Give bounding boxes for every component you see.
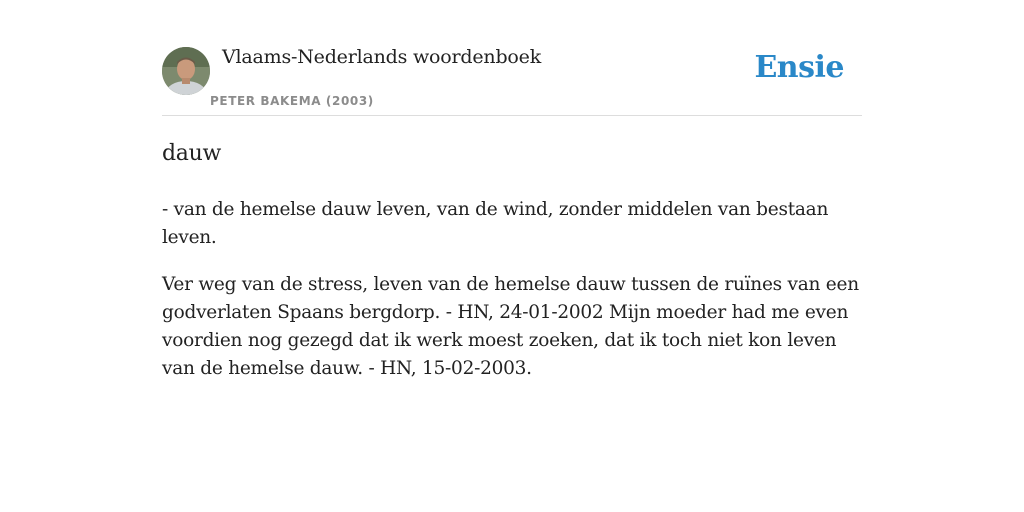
entry-definition: - van de hemelse dauw leven, van de wind, zonder middelen van bestaan leven. bbox=[162, 199, 829, 248]
entry-example: Ver weg van de stress, leven van de hemelse dauw tussen de ruïnes van een godverlaten Spaans bergdorp. - HN, 24-01-2002 Mijn moeder had me even voordien nog gezegd dat ik werk moest zoeken, dat ik toch niet kon leven van de hemelse dauw. - HN, 15-02-2003. bbox=[162, 274, 859, 379]
book-author[interactable]: PETER BAKEMA (2003) bbox=[210, 94, 374, 108]
page-header bbox=[162, 44, 862, 116]
book-title[interactable]: Vlaams-Nederlands woordenboek bbox=[222, 46, 542, 68]
author-avatar[interactable] bbox=[162, 47, 210, 95]
entry-headword: dauw bbox=[162, 141, 221, 166]
entry-content bbox=[162, 136, 862, 383]
ensie-logo[interactable]: Ensie bbox=[754, 50, 844, 85]
author-photo-icon bbox=[162, 47, 210, 95]
